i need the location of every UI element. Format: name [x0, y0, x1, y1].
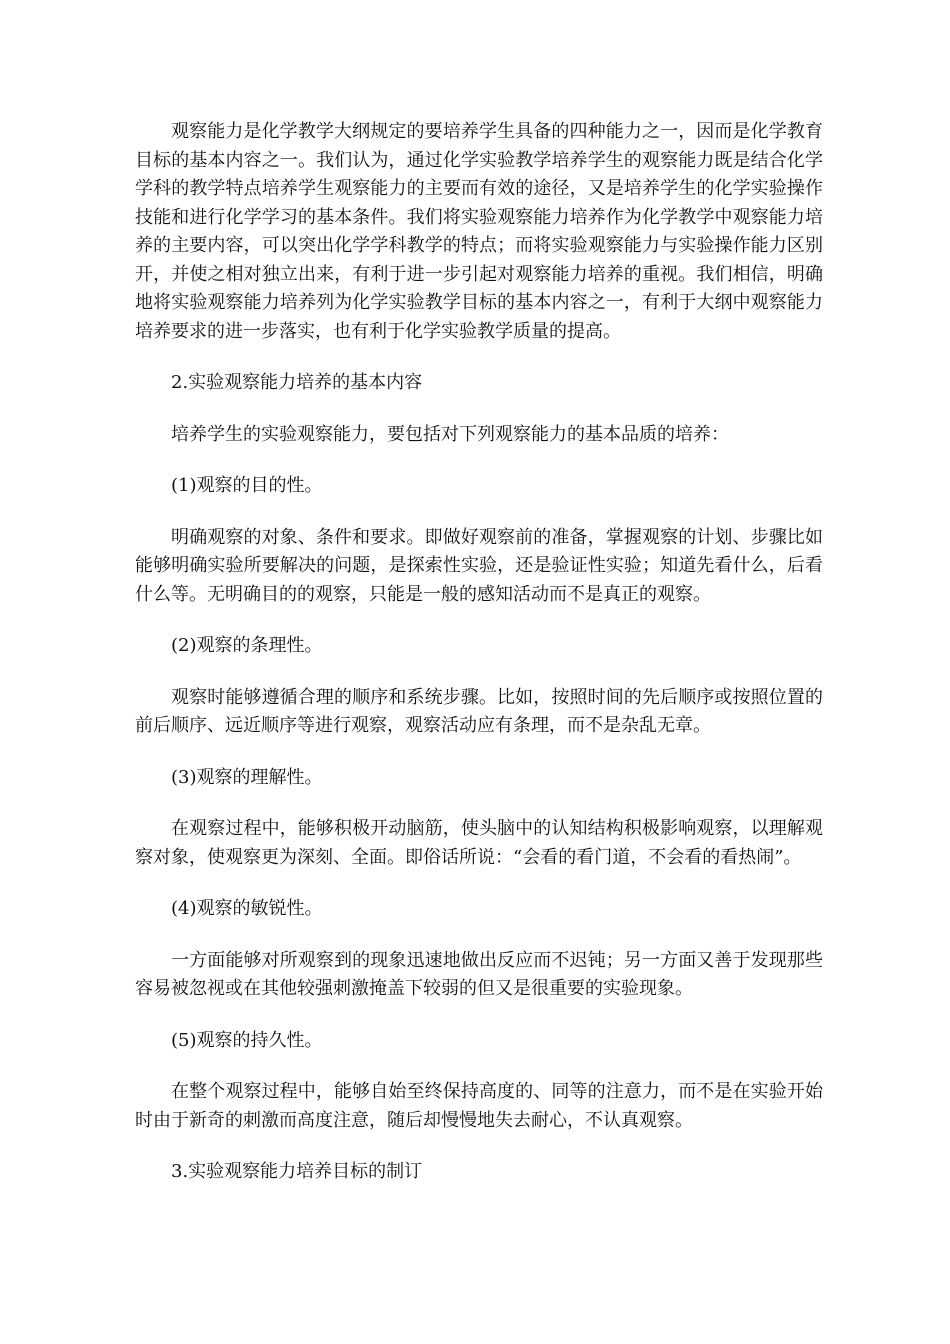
- subheading-orderliness: (2)观察的条理性。: [171, 635, 323, 656]
- paragraph-orderliness: 观察时能够遵循合理的顺序和系统步骤。比如，按照时间的先后顺序或按照位置的前后顺序、远近顺序等进行观察，观察活动应有条理，而不是杂乱无章。: [135, 686, 823, 736]
- section-heading-2: 2.实验观察能力培养的基本内容: [171, 372, 423, 393]
- paragraph-sensitivity: 一方面能够对所观察到的现象迅速地做出反应而不迟钝；另一方面又善于发现那些容易被忽视或在其他较强刺激掩盖下较弱的但又是很重要的实验现象。: [135, 949, 823, 999]
- subheading-sensitivity: (4)观察的敏锐性。: [171, 898, 323, 919]
- paragraph-intro: 观察能力是化学教学大纲规定的要培养学生具备的四种能力之一，因而是化学教育目标的基本内容之一。我们认为，通过化学实验教学培养学生的观察能力既是结合化学学科的教学特点培养学生观察能力的主要而有效的途径，又是培养学生的化学实验操作技能和进行化学学习的基本条件。我们将实验观察能力培养作为化学教学中观察能力培养的主要内容，可以突出化学学科教学的特点；而将实验观察能力与实验操作能力区别开，并使之相对独立出来，有利于进一步引起对观察能力培养的重视。我们相信，明确地将实验观察能力培养列为化学实验教学目标的基本内容之一，有利于大纲中观察能力培养要求的进一步落实，也有利于化学实验教学质量的提高。: [135, 121, 823, 342]
- subheading-persistence: (5)观察的持久性。: [171, 1029, 323, 1051]
- paragraph-persistence: 在整个观察过程中，能够自始至终保持高度的、同等的注意力，而不是在实验开始时由于新奇的刺激而高度注意，随后却慢慢地失去耐心，不认真观察。: [135, 1081, 823, 1131]
- subheading-understanding: (3)观察的理解性。: [171, 766, 323, 788]
- section-heading-3: 3.实验观察能力培养目标的制订: [171, 1161, 423, 1182]
- paragraph-understanding: 在观察过程中，能够积极开动脑筋，使头脑中的认知结构积极影响观察，以理解观察对象，使观察更为深刻、全面。即俗话所说：“会看的看门道，不会看的看热闹”。: [135, 818, 823, 868]
- paragraph-basic-content: 培养学生的实验观察能力，要包括对下列观察能力的基本品质的培养：: [171, 423, 729, 445]
- subheading-purposefulness: (1)观察的目的性。: [171, 475, 323, 496]
- document-body: [135, 118, 823, 1210]
- paragraph-purposefulness: 明确观察的对象、条件和要求。即做好观察前的准备，掌握观察的计划、步骤比如能够明确实验所要解决的问题，是探索性实验，还是验证性实验；知道先看什么，后看什么等。无明确目的的观察，只能是一般的感知活动而不是真正的观察。: [135, 526, 823, 605]
